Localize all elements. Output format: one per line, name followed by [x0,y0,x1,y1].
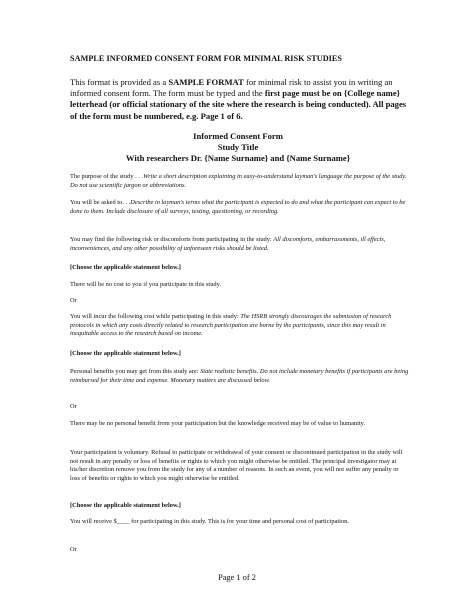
purpose-paragraph [70,173,410,190]
choose-statement-3: [Choose the applicable statement below.] [70,502,181,509]
intro-text-1: This format is provided as a [70,77,169,87]
researchers-line: With researchers Dr. {Name Surname} and {Name Surname} [125,153,351,163]
risks-paragraph [70,236,410,253]
benefits-paragraph [70,368,410,385]
cost-instruction: The HSRB strongly discourages the submission of research protocols in which any costs directly related to research participation are borne by the participants, since this may result in inequitable access to the research based on income. [70,313,392,338]
benefits-instruction: State realistic benefits. Do not include monetary benefits if participants are being reimbursed for their time and expense. Monetary matters are discussed below. [70,368,409,384]
procedures-lead: You will be asked to. . . [70,199,131,206]
purpose-instruction: Write a short description explaining in easy-to-understand layman's language the purpose of the study. Do not use scientific jargon or abbreviations. [70,173,407,189]
no-benefit-statement: There may be no personal benefit from your participation but the knowledge received may be of value to humanity. [70,420,366,427]
or-separator-3: Or [70,546,77,553]
no-cost-statement: There will be no cost to you if you participate in this study. [70,281,221,288]
or-separator-1: Or [70,297,77,304]
document-title: SAMPLE INFORMED CONSENT FORM FOR MINIMAL RISK STUDIES [70,54,343,63]
study-title: Study Title [217,142,259,152]
intro-paragraph [70,77,410,122]
page-number: Page 1 of 2 [218,573,256,582]
benefits-lead: Personal benefits you may get from this study are: [70,368,201,375]
voluntary-paragraph: Your participation is voluntary. Refusal to participate or withdrawal of your consent or discontinued participation in the study will not result in any penalty or loss of benefits or rights to which you might otherwise be entitled. The principal investigator may at his/her discretion remove you from the study for any of a number of reasons. In such an event, you will not suffer any penalty or loss of benefits or rights to which you might otherwise be entitled. [70,449,403,483]
procedures-paragraph [70,199,410,216]
choose-statement-2: [Choose the applicable statement below.] [70,350,181,357]
purpose-lead: The purpose of the study . . . [70,173,144,180]
cost-paragraph [70,313,410,339]
risks-instruction: All discomforts, embarrassments, ill effects, inconveniences, and any other possibility of unforeseen risks should be listed. [70,236,386,252]
cost-lead: You will incur the following cost while participating in this study: [70,313,241,320]
intro-bold-2: first page must be on {College name} letterhead (or official stationary of the site where the research is being conducted). All pages of the form must be numbered, e.g. Page 1 of 6. [70,88,407,121]
or-separator-2: Or [70,403,77,410]
risks-lead: You may find the following risk or discomforts from participating in the study: [70,236,274,243]
intro-text-2: for minimal risk to assist you in writing an informed consent form. The form must be typed and the [70,77,393,99]
intro-bold-1: SAMPLE FORMAT [168,77,244,87]
form-heading: Informed Consent Form [193,131,283,141]
choose-statement-1: [Choose the applicable statement below.] [70,264,181,271]
procedures-instruction: Describe in layman's terms what the participant is expected to do and what the participant can expect to be done to them. Include disclosure of all surveys, testing, questioning, or recording. [70,199,406,215]
payment-statement: You will receive $____ for participating in this study. This is for your time and personal cost of participation. [70,518,349,525]
